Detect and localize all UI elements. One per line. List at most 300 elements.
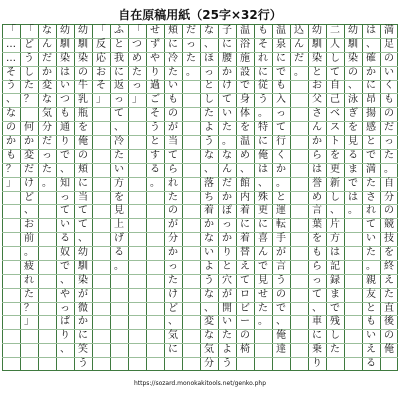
manuscript-char: は (348, 191, 358, 203)
manuscript-char: た (258, 302, 268, 314)
manuscript-char: た (330, 344, 340, 356)
manuscript-char: に (312, 330, 322, 342)
manuscript-char: 行 (276, 135, 286, 147)
manuscript-char: な (222, 149, 232, 161)
manuscript-column (38, 24, 56, 371)
manuscript-char: 過 (150, 80, 160, 92)
manuscript-char: … (6, 52, 16, 64)
manuscript-char: も (60, 108, 70, 120)
manuscript-char: な (204, 24, 214, 36)
manuscript-char: 反 (96, 38, 106, 50)
manuscript-char: で (60, 260, 70, 272)
manuscript-char: 従 (258, 80, 268, 92)
manuscript-char: 替 (240, 247, 250, 259)
manuscript-char: し (330, 52, 340, 64)
manuscript-char: い (384, 66, 394, 78)
manuscript-char: と (150, 135, 160, 147)
manuscript-char: さ (312, 108, 322, 120)
manuscript-char: 染 (60, 52, 70, 64)
manuscript-char: う (24, 52, 34, 64)
manuscript-char: 」 (24, 316, 34, 328)
manuscript-char: 変 (204, 316, 214, 328)
manuscript-char: も (366, 316, 376, 328)
manuscript-char: の (6, 122, 16, 134)
manuscript-char: げ (114, 233, 124, 245)
manuscript-char: を (384, 247, 394, 259)
manuscript-char: り (60, 135, 70, 147)
manuscript-char: 、 (330, 205, 340, 217)
manuscript-char: 知 (60, 177, 70, 189)
manuscript-char: 疲 (24, 260, 34, 272)
manuscript-char: の (348, 66, 358, 78)
manuscript-char: っ (276, 108, 286, 120)
manuscript-char: う (276, 274, 286, 286)
manuscript-char: 見 (258, 274, 268, 286)
manuscript-char: な (204, 330, 214, 342)
manuscript-char: か (366, 66, 376, 78)
manuscript-char: 、 (114, 122, 124, 134)
manuscript-char: 、 (60, 344, 70, 356)
manuscript-char: ん (294, 38, 304, 50)
manuscript-char: 浴 (240, 38, 250, 50)
manuscript-char: 込 (294, 24, 304, 36)
manuscript-char: 温 (276, 24, 286, 36)
manuscript-char: 俺 (276, 330, 286, 342)
manuscript-column (56, 24, 74, 371)
manuscript-char: ロ (240, 288, 250, 300)
manuscript-char: ど (24, 38, 34, 50)
manuscript-char: 着 (240, 205, 250, 217)
manuscript-char: な (6, 108, 16, 120)
manuscript-column (272, 24, 290, 371)
manuscript-char: 見 (114, 205, 124, 217)
manuscript-char: て (60, 205, 70, 217)
manuscript-char: 染 (312, 52, 322, 64)
manuscript-char: 揚 (366, 108, 376, 120)
manuscript-char: 。 (42, 177, 52, 189)
manuscript-char: 。 (114, 260, 124, 272)
manuscript-char: 椅 (240, 344, 250, 356)
manuscript-char: す (150, 149, 160, 161)
manuscript-char: か (312, 135, 322, 147)
manuscript-char: に (258, 66, 268, 78)
manuscript-char: で (276, 66, 286, 78)
manuscript-char: た (366, 247, 376, 259)
manuscript-char: て (240, 274, 250, 286)
manuscript-char: っ (204, 66, 214, 78)
manuscript-char: ご (150, 94, 160, 106)
manuscript-char: 通 (60, 122, 70, 134)
manuscript-char: ん (42, 38, 52, 50)
manuscript-char: る (60, 233, 70, 245)
manuscript-char: 見 (348, 135, 358, 147)
manuscript-char: の (384, 108, 394, 120)
manuscript-char: ビ (240, 302, 250, 314)
manuscript-char: 馴 (78, 260, 88, 272)
manuscript-char: が (78, 288, 88, 300)
manuscript-char: た (222, 122, 232, 134)
manuscript-char: で (348, 177, 358, 189)
manuscript-char: 分 (384, 191, 394, 203)
manuscript-char: 手 (276, 233, 286, 245)
manuscript-char: に (240, 219, 250, 231)
manuscript-char: た (42, 163, 52, 175)
manuscript-char: 誉 (312, 177, 322, 189)
manuscript-char: 方 (330, 233, 340, 245)
manuscript-char: に (366, 80, 376, 92)
manuscript-char: た (132, 66, 142, 78)
manuscript-char: に (258, 219, 268, 231)
manuscript-char: 設 (240, 66, 250, 78)
manuscript-char: ぎ (348, 108, 358, 120)
manuscript-char: そ (150, 108, 160, 120)
manuscript-char: ト (330, 135, 340, 147)
manuscript-char: 穴 (222, 274, 232, 286)
manuscript-column (290, 24, 308, 371)
manuscript-char: 何 (24, 122, 34, 134)
manuscript-char: 当 (168, 135, 178, 147)
manuscript-char: て (276, 122, 286, 134)
manuscript-char: は (330, 247, 340, 259)
manuscript-char: ど (24, 191, 34, 203)
manuscript-char: 染 (348, 52, 358, 64)
manuscript-char: っ (60, 191, 70, 203)
manuscript-char: か (276, 163, 286, 175)
manuscript-char: れ (366, 205, 376, 217)
manuscript-char: ベ (330, 108, 340, 120)
manuscript-char: て (168, 149, 178, 161)
manuscript-char: た (204, 108, 214, 120)
manuscript-char: 染 (78, 274, 88, 286)
manuscript-char: 「 (96, 24, 106, 36)
manuscript-char: う (258, 94, 268, 106)
manuscript-column (326, 24, 344, 371)
manuscript-char: 残 (330, 316, 340, 328)
manuscript-char: 。 (384, 163, 394, 175)
manuscript-char: う (222, 358, 232, 370)
manuscript-char: た (24, 288, 34, 300)
manuscript-char: 技 (384, 233, 394, 245)
manuscript-char: 馴 (348, 38, 358, 50)
manuscript-char: た (222, 330, 232, 342)
manuscript-char: え (240, 260, 250, 272)
manuscript-char: 」 (96, 94, 106, 106)
manuscript-char: も (276, 80, 286, 92)
manuscript-char: 館 (240, 177, 250, 189)
manuscript-char: ま (348, 163, 358, 175)
manuscript-char: 落 (204, 177, 214, 189)
manuscript-char: 新 (330, 177, 340, 189)
manuscript-char: て (78, 219, 88, 231)
manuscript-char: 、 (258, 177, 268, 189)
manuscript-char: い (60, 80, 70, 92)
manuscript-char: 応 (96, 52, 106, 64)
manuscript-char: 温 (240, 135, 250, 147)
manuscript-char: う (78, 358, 88, 370)
manuscript-char: と (276, 191, 286, 203)
manuscript-char: の (168, 205, 178, 217)
manuscript-char: た (366, 177, 376, 189)
manuscript-char: 。 (222, 135, 232, 147)
manuscript-char: と (312, 66, 322, 78)
footer-url: https://sozard.monokakitools.net/genko.php (133, 380, 267, 387)
manuscript-char: し (330, 330, 340, 342)
manuscript-char: ち (204, 191, 214, 203)
manuscript-char: た (168, 274, 178, 286)
manuscript-column (236, 24, 254, 371)
manuscript-char: 奴 (60, 247, 70, 259)
manuscript-char: 分 (204, 358, 214, 370)
manuscript-char: が (222, 288, 232, 300)
manuscript-char: は (312, 163, 322, 175)
manuscript-char: る (150, 163, 160, 175)
manuscript-char: ず (150, 38, 160, 50)
manuscript-char: ほ (204, 52, 214, 64)
manuscript-char: た (114, 149, 124, 161)
manuscript-char: 幼 (78, 247, 88, 259)
manuscript-char: 転 (276, 219, 286, 231)
manuscript-grid (2, 24, 398, 371)
manuscript-char: 瓶 (78, 108, 88, 120)
manuscript-char: 牛 (78, 80, 88, 92)
manuscript-char: の (78, 66, 88, 78)
manuscript-char: っ (42, 149, 52, 161)
manuscript-column (200, 24, 218, 371)
manuscript-char: 。 (258, 108, 268, 120)
manuscript-char: は (60, 66, 70, 78)
manuscript-char: う (204, 135, 214, 147)
manuscript-char: が (276, 247, 286, 259)
manuscript-char: 俺 (384, 344, 394, 356)
manuscript-char: 返 (114, 80, 124, 92)
manuscript-char: え (366, 344, 376, 356)
manuscript-char: い (60, 219, 70, 231)
manuscript-char: 記 (330, 260, 340, 272)
manuscript-char: 満 (384, 24, 394, 36)
manuscript-char: け (222, 80, 232, 92)
manuscript-char: だ (42, 135, 52, 147)
manuscript-char: り (312, 358, 322, 370)
manuscript-char: 笑 (78, 344, 88, 356)
manuscript-char: そ (6, 66, 16, 78)
manuscript-char: 昂 (366, 94, 376, 106)
manuscript-column (2, 24, 20, 371)
manuscript-char: で (276, 302, 286, 314)
manuscript-column (164, 24, 182, 371)
manuscript-char: 、 (312, 302, 322, 314)
manuscript-char: 変 (24, 149, 34, 161)
manuscript-char: し (24, 66, 34, 78)
manuscript-char: 、 (6, 94, 16, 106)
manuscript-char: し (330, 191, 340, 203)
manuscript-char: 俺 (258, 149, 268, 161)
manuscript-char: か (222, 191, 232, 203)
manuscript-char: ら (312, 149, 322, 161)
manuscript-char: て (114, 108, 124, 120)
manuscript-char: ど (168, 302, 178, 314)
manuscript-char: で (258, 260, 268, 272)
manuscript-column (110, 24, 128, 371)
manuscript-char: 気 (168, 330, 178, 342)
manuscript-char: 微 (78, 302, 88, 314)
manuscript-char: い (222, 108, 232, 120)
manuscript-char: か (168, 247, 178, 259)
manuscript-char: か (204, 219, 214, 231)
manuscript-char: ー (240, 316, 250, 328)
manuscript-char: い (366, 330, 376, 342)
manuscript-char: て (78, 205, 88, 217)
manuscript-char: お (24, 219, 34, 231)
manuscript-char: ぱ (60, 316, 70, 328)
manuscript-char: 。 (150, 177, 160, 189)
manuscript-char: め (132, 52, 142, 64)
manuscript-char: に (78, 177, 88, 189)
manuscript-char: 。 (294, 66, 304, 78)
manuscript-char: た (24, 80, 34, 92)
manuscript-char: な (204, 233, 214, 245)
manuscript-char: を (78, 122, 88, 134)
manuscript-char: 直 (384, 302, 394, 314)
manuscript-char: 、 (204, 163, 214, 175)
manuscript-char: で (330, 302, 340, 314)
manuscript-char: 前 (24, 233, 34, 245)
manuscript-char: 確 (366, 52, 376, 64)
manuscript-char: 方 (114, 177, 124, 189)
manuscript-char: り (60, 330, 70, 342)
manuscript-char: と (366, 302, 376, 314)
manuscript-char: た (186, 52, 196, 64)
manuscript-char: 競 (384, 219, 394, 231)
manuscript-char: 。 (276, 177, 286, 189)
manuscript-column (218, 24, 236, 371)
manuscript-char: た (384, 288, 394, 300)
manuscript-char: せ (258, 288, 268, 300)
manuscript-char: つ (132, 38, 142, 50)
manuscript-char: ？ (24, 302, 34, 314)
manuscript-char: よ (204, 260, 214, 272)
manuscript-column (308, 24, 326, 371)
manuscript-char: を (348, 122, 358, 134)
manuscript-char: 、 (60, 163, 70, 175)
manuscript-char: ぽ (222, 205, 232, 217)
manuscript-char: が (168, 219, 178, 231)
manuscript-char: だ (294, 52, 304, 64)
manuscript-char: け (24, 177, 34, 189)
manuscript-column (146, 24, 164, 371)
manuscript-char: を (312, 233, 322, 245)
manuscript-char: 「 (6, 24, 16, 36)
manuscript-char: 終 (384, 260, 394, 272)
manuscript-char: が (168, 122, 178, 134)
manuscript-column (20, 24, 38, 371)
manuscript-char: 葉 (312, 219, 322, 231)
manuscript-char: う (204, 274, 214, 286)
manuscript-char: く (276, 149, 286, 161)
manuscript-char: 、 (240, 163, 250, 175)
manuscript-char: 殊 (258, 191, 268, 203)
manuscript-char: て (330, 66, 340, 78)
manuscript-column (254, 24, 272, 371)
manuscript-char: 足 (384, 38, 394, 50)
manuscript-char: た (168, 66, 178, 78)
manuscript-column (92, 24, 110, 371)
manuscript-char: 泉 (276, 38, 286, 50)
manuscript-char: け (168, 288, 178, 300)
manuscript-char: て (222, 94, 232, 106)
manuscript-char: 馴 (60, 38, 70, 50)
manuscript-char: 分 (168, 233, 178, 245)
manuscript-char: 、 (78, 233, 88, 245)
manuscript-char: を (330, 149, 340, 161)
manuscript-char: 」 (6, 177, 16, 189)
manuscript-char: だ (384, 122, 394, 134)
manuscript-char: 。 (348, 205, 358, 217)
manuscript-char: な (42, 94, 52, 106)
manuscript-char: 、 (276, 316, 286, 328)
manuscript-char: 父 (312, 94, 322, 106)
manuscript-char: 当 (78, 191, 88, 203)
manuscript-char: か (6, 135, 16, 147)
manuscript-char: る (114, 247, 124, 259)
manuscript-char: 着 (204, 205, 214, 217)
manuscript-char: 身 (240, 94, 250, 106)
manuscript-char: い (114, 163, 124, 175)
manuscript-char: 達 (276, 344, 286, 356)
manuscript-char: 更 (258, 205, 268, 217)
manuscript-char: い (168, 80, 178, 92)
manuscript-char: っ (114, 94, 124, 106)
manuscript-char: め (312, 191, 322, 203)
manuscript-char: か (24, 135, 34, 147)
manuscript-char: さ (366, 191, 376, 203)
manuscript-char: し (204, 94, 214, 106)
manuscript-char: っ (222, 219, 232, 231)
manuscript-char: っ (384, 135, 394, 147)
manuscript-char: 変 (42, 80, 52, 92)
manuscript-char: 後 (384, 316, 394, 328)
manuscript-char: で (60, 149, 70, 161)
manuscript-char: を (240, 122, 250, 134)
manuscript-char: 気 (204, 344, 214, 356)
manuscript-char: 、 (366, 38, 376, 50)
manuscript-char: り (150, 66, 160, 78)
manuscript-char: 人 (330, 38, 340, 50)
manuscript-char: ら (168, 163, 178, 175)
manuscript-column (380, 24, 398, 371)
manuscript-char: 子 (222, 24, 232, 36)
manuscript-char: う (150, 122, 160, 134)
manuscript-char: ？ (24, 94, 34, 106)
manuscript-char: せ (150, 24, 160, 36)
manuscript-char: ス (330, 122, 340, 134)
manuscript-char: て (312, 288, 322, 300)
manuscript-char: も (168, 94, 178, 106)
manuscript-column (344, 24, 362, 371)
manuscript-char: た (384, 149, 394, 161)
manuscript-char: た (168, 191, 178, 203)
manuscript-char: か (222, 233, 232, 245)
manuscript-char: だ (24, 163, 34, 175)
manuscript-char: や (60, 288, 70, 300)
manuscript-char: の (384, 330, 394, 342)
manuscript-char: り (222, 247, 232, 259)
manuscript-char: お (96, 66, 106, 78)
manuscript-char: の (240, 330, 250, 342)
manuscript-char: 、 (348, 80, 358, 92)
manuscript-char: 特 (258, 122, 268, 134)
manuscript-char: 言 (312, 205, 322, 217)
manuscript-char: 乳 (78, 94, 88, 106)
